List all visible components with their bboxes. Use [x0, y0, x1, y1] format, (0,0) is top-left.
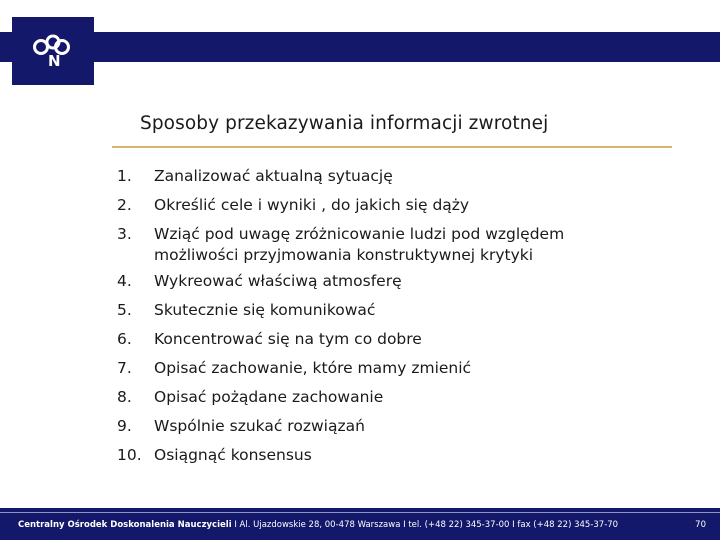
list-item-line: Wykreować właściwą atmosferę	[154, 272, 402, 290]
list-item-number: 4.	[117, 272, 132, 290]
list-item-number: 9.	[117, 417, 132, 435]
list-item-line: Zanalizować aktualną sytuację	[154, 167, 393, 185]
list-item-number: 1.	[117, 167, 132, 185]
list-item-line: Określić cele i wyniki , do jakich się dąży	[154, 196, 470, 214]
list-item-line: Skutecznie się komunikować	[154, 301, 376, 319]
page-number: 70	[695, 520, 706, 530]
header-band	[0, 32, 720, 62]
footer-sep: I	[234, 520, 237, 530]
list-item-text	[154, 387, 383, 408]
list-item-text	[154, 445, 312, 466]
list-item-number: 8.	[117, 388, 132, 406]
slide-title: Sposoby przekazywania informacji zwrotnej	[140, 113, 549, 134]
footer-divider	[0, 512, 720, 513]
list-item-text	[154, 195, 469, 216]
list-item-text	[154, 329, 422, 350]
list-item-line: Opisać pożądane zachowanie	[154, 388, 384, 406]
list-item-line: Osiągnąć konsensus	[154, 446, 312, 464]
list-item-text	[154, 300, 375, 321]
list-item-line: Wspólnie szukać rozwiązań	[154, 417, 365, 435]
footer-sep: I	[403, 520, 406, 530]
footer-contact	[18, 520, 618, 530]
svg-text:N: N	[48, 52, 61, 70]
title-divider	[112, 146, 672, 148]
list-item-number: 5.	[117, 301, 132, 319]
list-item-number: 6.	[117, 330, 132, 348]
list-item-line: Wziąć pod uwagę zróżnicowanie ludzi pod względem	[154, 225, 565, 243]
list-item-line: możliwości przyjmowania konstruktywnej krytyki	[154, 246, 534, 264]
list-item-number: 2.	[117, 196, 132, 214]
list-item-number: 7.	[117, 359, 132, 377]
list-item-number: 10.	[117, 446, 142, 464]
footer-fax: fax (+48 22) 345-37-70	[517, 520, 619, 530]
footer-address: Al. Ujazdowskie 28, 00-478 Warszawa	[239, 520, 401, 530]
footer-phone: tel. (+48 22) 345-37-00	[408, 520, 510, 530]
list-item-line: Koncentrować się na tym co dobre	[154, 330, 422, 348]
list-item-text	[154, 416, 365, 437]
list-item-text	[154, 224, 564, 266]
footer-org: Centralny Ośrodek Doskonalenia Nauczycieli	[18, 520, 232, 530]
list-item-text	[154, 166, 393, 187]
list-item-line: Opisać zachowanie, które mamy zmienić	[154, 359, 472, 377]
list-item-number: 3.	[117, 225, 132, 243]
codn-logo	[12, 17, 94, 85]
list-item-text	[154, 358, 471, 379]
footer-bar	[0, 508, 720, 540]
list-item-text	[154, 271, 402, 292]
footer-sep: I	[512, 520, 515, 530]
